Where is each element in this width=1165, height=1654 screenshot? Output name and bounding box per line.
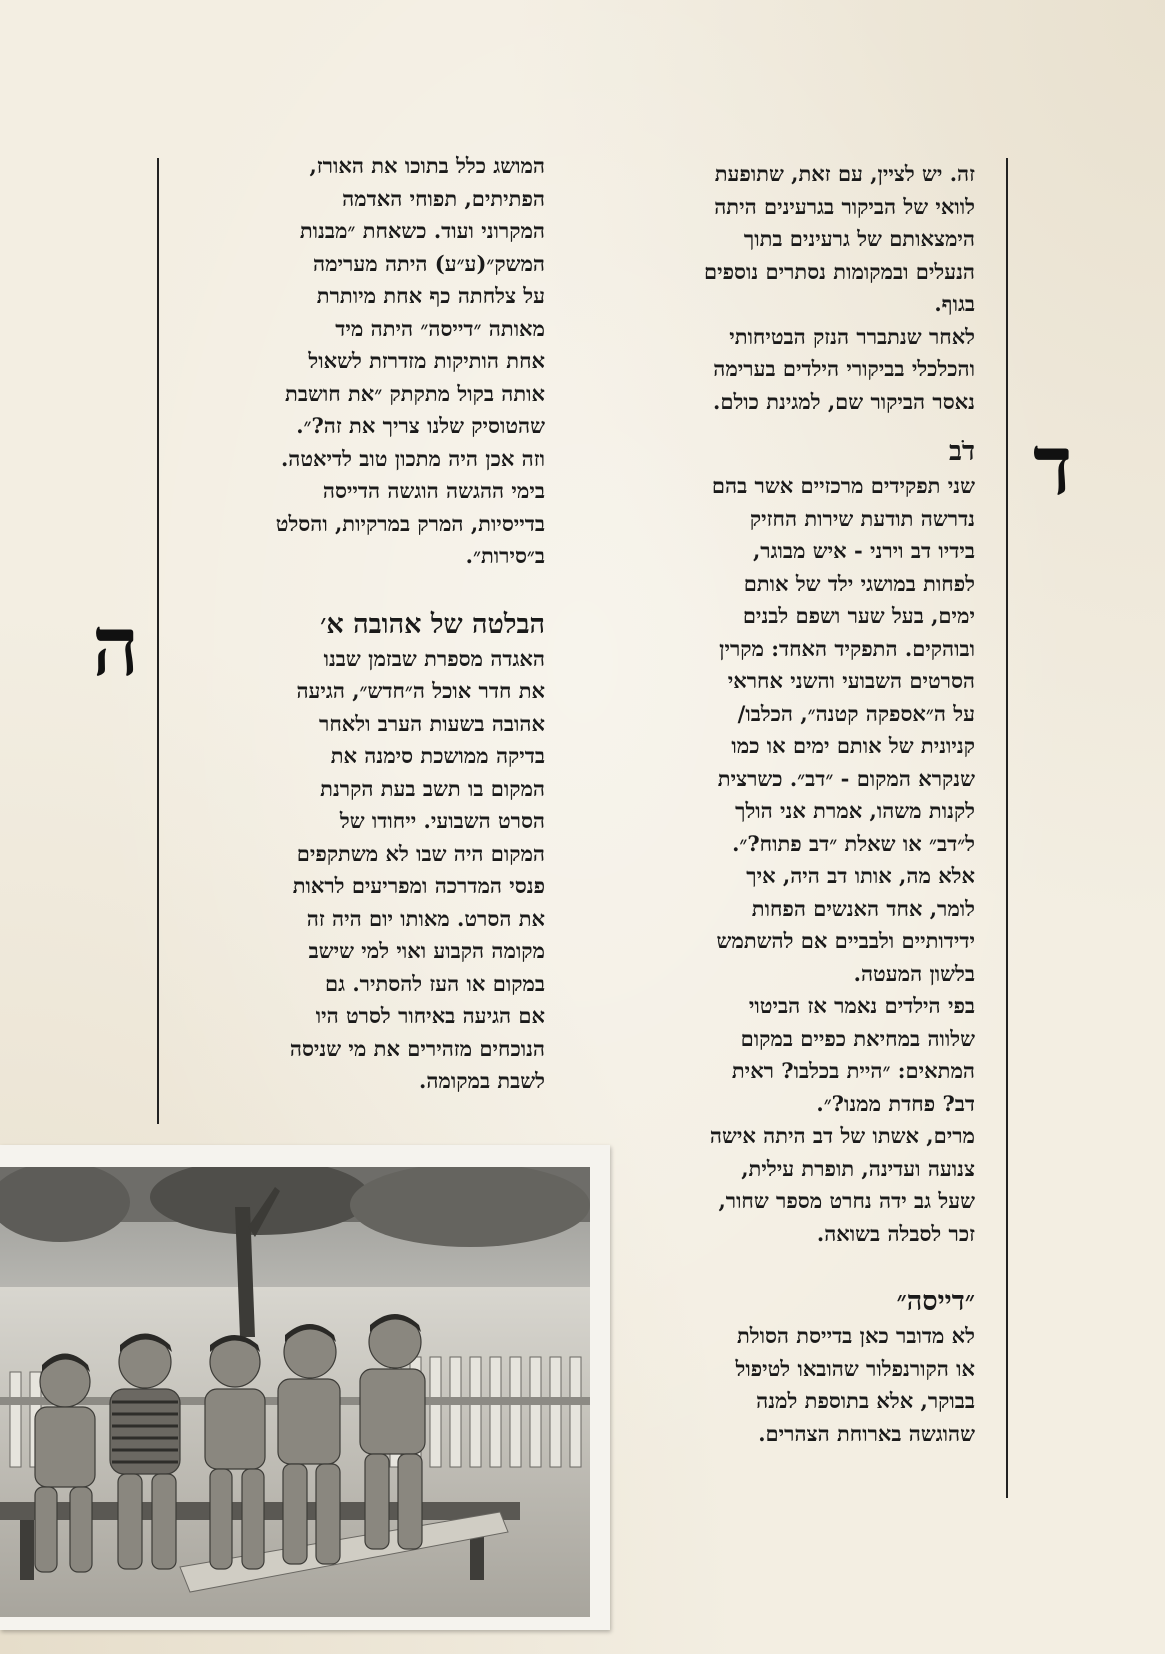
ahuva-heading: הבלטה של אהובה א׳: [320, 608, 545, 640]
text-line: המושג כלל בתוכו את האורז,: [309, 153, 545, 178]
text-line: וזה אכן היה מתכון טוב לדיאטה.: [280, 445, 545, 471]
text-line: ובוהקים. התפקיד האחד: מקרין: [719, 635, 975, 661]
text-line: את חדר אוכל ה״חדש״, הגיעה: [296, 678, 545, 703]
text-line: זה. יש לציין, עם זאת, שתופעת: [714, 161, 975, 186]
text-line: המתאים: ״היית בכלבו? ראית: [731, 1058, 975, 1083]
text-line: שנקרא המקום - ״דב״. כשרצית: [717, 765, 975, 791]
text-line: האגדה מספרת שבזמן שבנו: [323, 645, 545, 671]
text-line: בדיקה ממושכת סימנה את: [330, 743, 545, 768]
text-line: דב? פחדת ממנו?״.: [816, 1090, 975, 1116]
text-line: שהוגשה בארוחת הצהרים.: [758, 1420, 975, 1446]
text-line: שני תפקידים מרכזיים אשר בהם: [711, 473, 975, 498]
text-line: הנוכחים מזהירים את מי שניסה: [289, 1035, 545, 1061]
text-line: המשק״(ע״ע) היתה מערימה: [312, 250, 545, 276]
text-line: מקומה הקבוע ואוי למי שישב: [308, 938, 545, 963]
photo-image: [0, 1167, 590, 1617]
text-line: על ה״אספקה קטנה״, הכלבו/: [737, 700, 975, 726]
text-line: שהטוסיק שלנו צריך את זה?״.: [296, 413, 545, 438]
text-line: בדייסיות, המרק במרקיות, והסלט: [275, 510, 545, 536]
text-line: נדרשה תודעת שירות החזיק: [749, 505, 975, 531]
text-line: המקרוני ועוד. כשאחת ״מבנות: [299, 218, 545, 243]
text-line: המקום היה שבו לא משתקפים: [296, 840, 545, 866]
text-line: ב״סירות״.: [465, 543, 545, 568]
text-line: הסרטים השבועי והשני אחראי: [727, 668, 975, 693]
photo-children-on-bench: [0, 1145, 610, 1630]
column-left: [185, 150, 545, 1098]
text-line: אם הגיעה באיחור לסרט היו: [315, 1003, 545, 1028]
daisa-body: [615, 1320, 975, 1450]
text-line: לאחר שנתברר הנזק הבטיחותי: [729, 323, 975, 349]
text-line: שעל גב ידה נחרט מספר שחור,: [718, 1188, 975, 1213]
text-line: ימים, בעל שער ושפם לבנים: [742, 603, 975, 628]
text-line: קניונית של אותם ימים או כמו: [731, 733, 975, 758]
text-line: זכר לסבלה בשואה.: [816, 1220, 975, 1246]
text-line: בפי הילדים נאמר אז הביטוי: [748, 993, 975, 1018]
text-line: בבוקר, אלא בתוספת למנה: [756, 1388, 975, 1413]
text-line: והכלכלי בביקורי הילדים בערימה: [713, 356, 975, 381]
text-line: הימצאותם של גרעינים בתוך: [743, 226, 975, 251]
text-line: פנסי המדרכה ומפריעים לראות: [292, 873, 545, 898]
text-line: בלשון המעטה.: [853, 960, 975, 986]
text-line: צנועה ועדינה, תופרת עילית,: [741, 1155, 975, 1181]
daisa-heading: ״דייסה״: [896, 1286, 975, 1317]
text-line: אחת הותיקות מזדרזת לשאול: [308, 348, 545, 373]
text-line: נאסר הביקור שם, למגינת כולם.: [713, 388, 975, 414]
text-line: הנעלים ובמקומות נסתרים נוספים: [703, 258, 975, 284]
text-line: לומר, אחד האנשים הפחות: [751, 895, 975, 921]
dov-body: [615, 470, 975, 1250]
column-rule-left: [157, 158, 159, 1124]
text-line: בגוף.: [934, 291, 975, 316]
dov-heading: דֹב: [949, 436, 975, 467]
text-line: לפחות במושגי ילד של אותם: [743, 570, 975, 596]
text-line: את הסרט. מאותו יום היה זה: [306, 905, 545, 931]
text-line: אותה בקול מתקתק ״את חושבת: [285, 380, 545, 406]
text-line: אלא מה, אותו דב היה, איך: [746, 863, 975, 888]
text-line: ל״דב״ או שאלת ״דב פתוח?״.: [732, 830, 975, 856]
text-line: הסרט השבועי. ייחודו של: [339, 808, 545, 833]
text-line: המקום בו תשב בעת הקרנת: [320, 775, 545, 801]
text-line: לשבת במקומה.: [419, 1068, 545, 1093]
text-line: במקום או העז להסתיר. גם: [324, 970, 545, 996]
text-line: או הקורנפלור שהובאו לטיפול: [735, 1355, 975, 1381]
text-line: שלווה במחיאת כפיים במקום: [740, 1025, 975, 1051]
column-rule-right: [1006, 158, 1008, 1498]
dalet-intro: [615, 158, 975, 418]
section-letter-he: ה: [92, 599, 140, 695]
column-right: [615, 158, 975, 1450]
text-line: בימי ההגשה הוגשה הדייסה: [322, 478, 545, 503]
text-line: מאותה ״דייסה״ היתה מיד: [335, 315, 545, 341]
text-line: על צלחתה כף אחת מיותרת: [316, 283, 545, 308]
text-line: מרים, אשתו של דב היתה אישה: [709, 1123, 975, 1148]
section-letter-dalet: ד: [1033, 418, 1073, 514]
text-line: אהובה בשעות הערב ולאחר: [319, 710, 545, 736]
he-intro: [185, 150, 545, 573]
text-line: לא מדובר כאן בדייסת הסולת: [736, 1323, 975, 1348]
text-line: ידידותיים ולבביים אם להשתמש: [716, 928, 975, 953]
text-line: הפתיתים, תפוחי האדמה: [342, 185, 545, 211]
text-line: לקנות משהו, אמרת אני הולך: [735, 798, 975, 823]
text-line: לוואי של הביקור בגרעינים היתה: [714, 193, 975, 219]
ahuva-body: [185, 643, 545, 1098]
text-line: בידיו דב וירני - איש מבוגר,: [753, 538, 975, 563]
